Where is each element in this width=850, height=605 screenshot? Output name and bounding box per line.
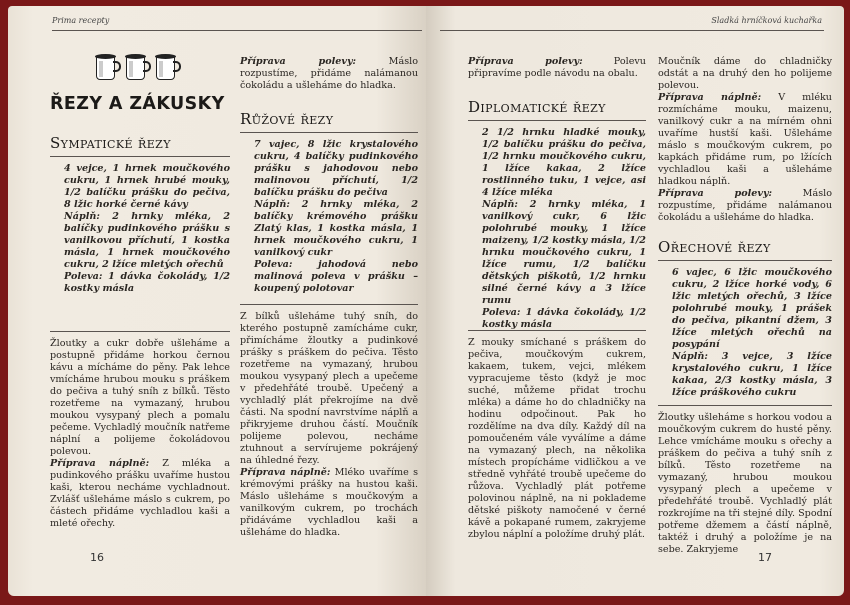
prep-glaze-label: Příprava polevy: bbox=[240, 56, 357, 67]
ingredients: 2 1/2 hrnku hladké mouky, 1/2 balíčku prášku do pečiva, 1/2 hrnku moučkového cukru, 1 lžíce kakaa, 2 lžíce rostlinného tuku, 1 vejce, asi 4 lžíce mléka bbox=[482, 127, 646, 198]
filling-label: Náplň: bbox=[482, 199, 518, 210]
left-page bbox=[8, 6, 426, 596]
prep-glaze-label: Příprava polevy: bbox=[468, 56, 583, 67]
cup-icon bbox=[96, 54, 120, 82]
recipe-diplomaticke bbox=[468, 127, 646, 331]
filling-ingredients: 3 vejce, 3 lžíce krystalového cukru, 1 lžíce kakaa, 2/3 kostky másla, 3 lžíce práškového cukru bbox=[672, 351, 832, 398]
filling-ingredients: 2 hrnky mléka, 2 balíčky pudinkového prášku s vanilkovou příchutí, 1 kostka másla, 1 hrnek moučkového cukru, 2 lžíce mletých ořechů bbox=[64, 211, 231, 270]
method-sympaticke bbox=[50, 338, 230, 530]
running-head-left: Prima recepty bbox=[52, 16, 110, 25]
recipe-orechove bbox=[658, 267, 832, 399]
section-rule bbox=[468, 330, 646, 331]
section-rule bbox=[658, 260, 832, 261]
cup-icon bbox=[156, 54, 180, 82]
right-page bbox=[426, 6, 844, 596]
filling-label: Náplň: bbox=[64, 211, 100, 222]
page-number-right: 17 bbox=[758, 551, 772, 564]
prep-filling-label: Příprava náplně: bbox=[240, 467, 331, 478]
prep-filling-label: Příprava náplně: bbox=[50, 458, 150, 469]
method-text: Žloutky a cukr dobře ušleháme a postupně přidáme horkou černou kávu a mícháme do pěny. Pak lehce vmícháme hrubou mouku s práškem do pečiva a tuhý sníh z bílků. Těsto rozetřeme na vymazaný, hrubou moukou vysypaný plech a pomalu pečeme. Vychladlý moučník natřeme náplní a polijeme čokoládovou polevou. bbox=[50, 338, 230, 457]
glaze-label: Poleva: bbox=[254, 259, 293, 270]
section-heading-sympaticke: Sympatické řezy bbox=[50, 134, 171, 152]
glaze-ingredients: 1 dávka čokolády, 1/2 kostky másla bbox=[64, 271, 231, 294]
chapter-title: ŘEZY A ZÁKUSKY bbox=[50, 94, 225, 114]
glaze-ingredients: jahodová nebo malinová poleva v prášku – koupený polotovar bbox=[254, 259, 418, 294]
method-text: Z mouky smíchané s práškem do pečiva, moučkovým cukrem, kakaem, tukem, vejci, mlékem vypracujeme těsto (když je moc suché, můžeme přidat trochu mléka) a dáme ho do chladničky na hodinu odpočinout. Pak ho rozdělíme na dva díly. Každý díl na pomoučeném vále vyválíme a dáme na vymazaný plech, na několika místech propícháme vidličkou a ve středně vyhřáté troubě upečeme do růžova. Vychladlý plát potřeme polovinou náplně, na ni poklademe dětské piškoty namočené v černé kávě a pokapané rumem, zakryjeme zbylou náplní a položíme druhý plát. bbox=[468, 337, 646, 540]
running-head-right: Sladká hrníčková kuchařka bbox=[711, 16, 822, 25]
prep-glaze-text: Polevu připravíme podle návodu na obalu. bbox=[468, 56, 646, 79]
ingredients: 6 vajec, 6 lžic moučkového cukru, 2 lžíce horké vody, 6 lžic mletých ořechů, 3 lžíce polohrubé mouky, 1 prášek do pečiva, pikantní džem, 3 lžíce mletých ořechů na posypání bbox=[672, 267, 832, 350]
header-rule-left bbox=[52, 30, 422, 31]
prep-filling-text: Mléko uvaříme s krémovými prášky na hustou kaši. Máslo ušleháme s moučkovým a vanilkovým cukrem, po trochách přidáváme vychladlou kaši a ušleháme do hladka. bbox=[240, 467, 418, 538]
filling-label: Náplň: bbox=[672, 351, 708, 362]
page-number-left: 16 bbox=[90, 551, 104, 564]
filling-ingredients: 2 hrnky mléka, 2 balíčky krémového prášku Zlatý klas, 1 kostka másla, 1 hrnek moučkového cukru, 1 vanilkový cukr bbox=[254, 199, 419, 258]
ingredients: 4 vejce, 1 hrnek moučkového cukru, 1 hrnek hrubé mouky, 1/2 balíčku prášku do pečiva, 8 lžic horké černé kávy bbox=[64, 163, 230, 210]
prep-filling-text: Z mléka a pudinkového prášku uvaříme hustou kaši, kterou necháme vychladnout. Zvlášť ušleháme máslo s cukrem, po částech přidáme vychladlou kaši a mleté ořechy. bbox=[50, 458, 230, 529]
prep-glaze-label: Příprava polevy: bbox=[658, 188, 773, 199]
prep-glaze-sympaticke bbox=[240, 56, 418, 92]
cups-illustration bbox=[96, 54, 180, 82]
method-orechove bbox=[658, 412, 832, 556]
section-heading-orechove: Ořechové řezy bbox=[658, 238, 771, 256]
open-book bbox=[8, 6, 844, 599]
filling-ingredients: 2 hrnky mléka, 1 vanilkový cukr, 6 lžic polohrubé mouky, 1 lžíce maizeny, 1/2 kostky másla, 1/2 hrnku moučkového cukru, 1 lžíce rumu, 1/2 balíčku dětských piškotů, 1/2 hrnku silné černé kávy a 3 lžíce rumu bbox=[482, 199, 647, 306]
prep-glaze-ruzove bbox=[468, 56, 646, 80]
header-rule-right bbox=[440, 30, 824, 31]
section-rule bbox=[240, 132, 418, 133]
section-rule bbox=[240, 304, 418, 305]
filling-label: Náplň: bbox=[254, 199, 290, 210]
section-rule bbox=[468, 120, 646, 121]
continuation-text: Moučník dáme do chladničky odstát a na druhý den ho polijeme polevou. bbox=[658, 56, 832, 91]
glaze-ingredients: 1 dávka čokolády, 1/2 kostky másla bbox=[482, 307, 647, 330]
section-rule bbox=[50, 331, 230, 332]
prep-filling-label: Příprava náplně: bbox=[658, 92, 762, 103]
glaze-label: Poleva: bbox=[482, 307, 521, 318]
cup-icon bbox=[126, 54, 150, 82]
continuation-diplomaticke bbox=[658, 56, 832, 224]
method-text: Žloutky ušleháme s horkou vodou a moučkovým cukrem do husté pěny. Lehce vmícháme mouku s ořechy a práškem do pečiva a tuhý sníh z bílků. Těsto rozetřeme na vymazaný, hrubou moukou vysypaný plech a upečeme v předehřáté troubě. Vychladlý plát rozkrojíme na tři stejné díly. Spodní potřeme džemem a částí náplně, taktéž i druhý a položíme je na sebe. Zakryjeme bbox=[658, 412, 832, 555]
section-heading-ruzove: Růžové řezy bbox=[240, 110, 334, 128]
method-text: Z bílků ušleháme tuhý sníh, do kterého postupně zamícháme cukr, přimícháme žloutky a pudinkové prášky s práškem do pečiva. Těsto rozetřeme na vymazaný, hrubou moukou vysypaný plech a upečeme v předehřáté troubě. Upečený a vychladlý plát překrojíme na dvě části. Na spodní navrstvíme náplň a přikryjeme druhou částí. Moučník polijeme polevou, necháme ztuhnout a servírujeme pokrájený na úhledné řezy. bbox=[240, 311, 418, 466]
section-rule bbox=[50, 156, 230, 157]
prep-glaze-text: Máslo rozpustíme, přidáme nalámanou čokoládu a ušleháme do hladka. bbox=[240, 56, 418, 91]
ingredients: 7 vajec, 8 lžic krystalového cukru, 4 balíčky pudinkového prášku s jahodovou nebo malinovou příchutí, 1/2 balíčku prášku do pečiva bbox=[254, 139, 418, 198]
glaze-label: Poleva: bbox=[64, 271, 103, 282]
recipe-ruzove bbox=[240, 139, 418, 295]
method-ruzove bbox=[240, 311, 418, 539]
section-heading-diplomaticke: Diplomatické řezy bbox=[468, 98, 606, 116]
prep-filling-text: V mléku rozmícháme mouku, maizenu, vanilkový cukr a na mírném ohni uvaříme hustší kaši. Ušleháme máslo s moučkovým cukrem, po kapkách přidáme rum, po lžících vychladlou kaši a ušleháme hladkou náplň. bbox=[658, 92, 832, 187]
method-diplomaticke bbox=[468, 337, 646, 541]
prep-glaze-text: Máslo rozpustíme, přidáme nalámanou čokoládu a ušleháme do hladka. bbox=[658, 188, 832, 223]
recipe-sympaticke bbox=[50, 163, 230, 295]
section-rule bbox=[658, 405, 832, 406]
